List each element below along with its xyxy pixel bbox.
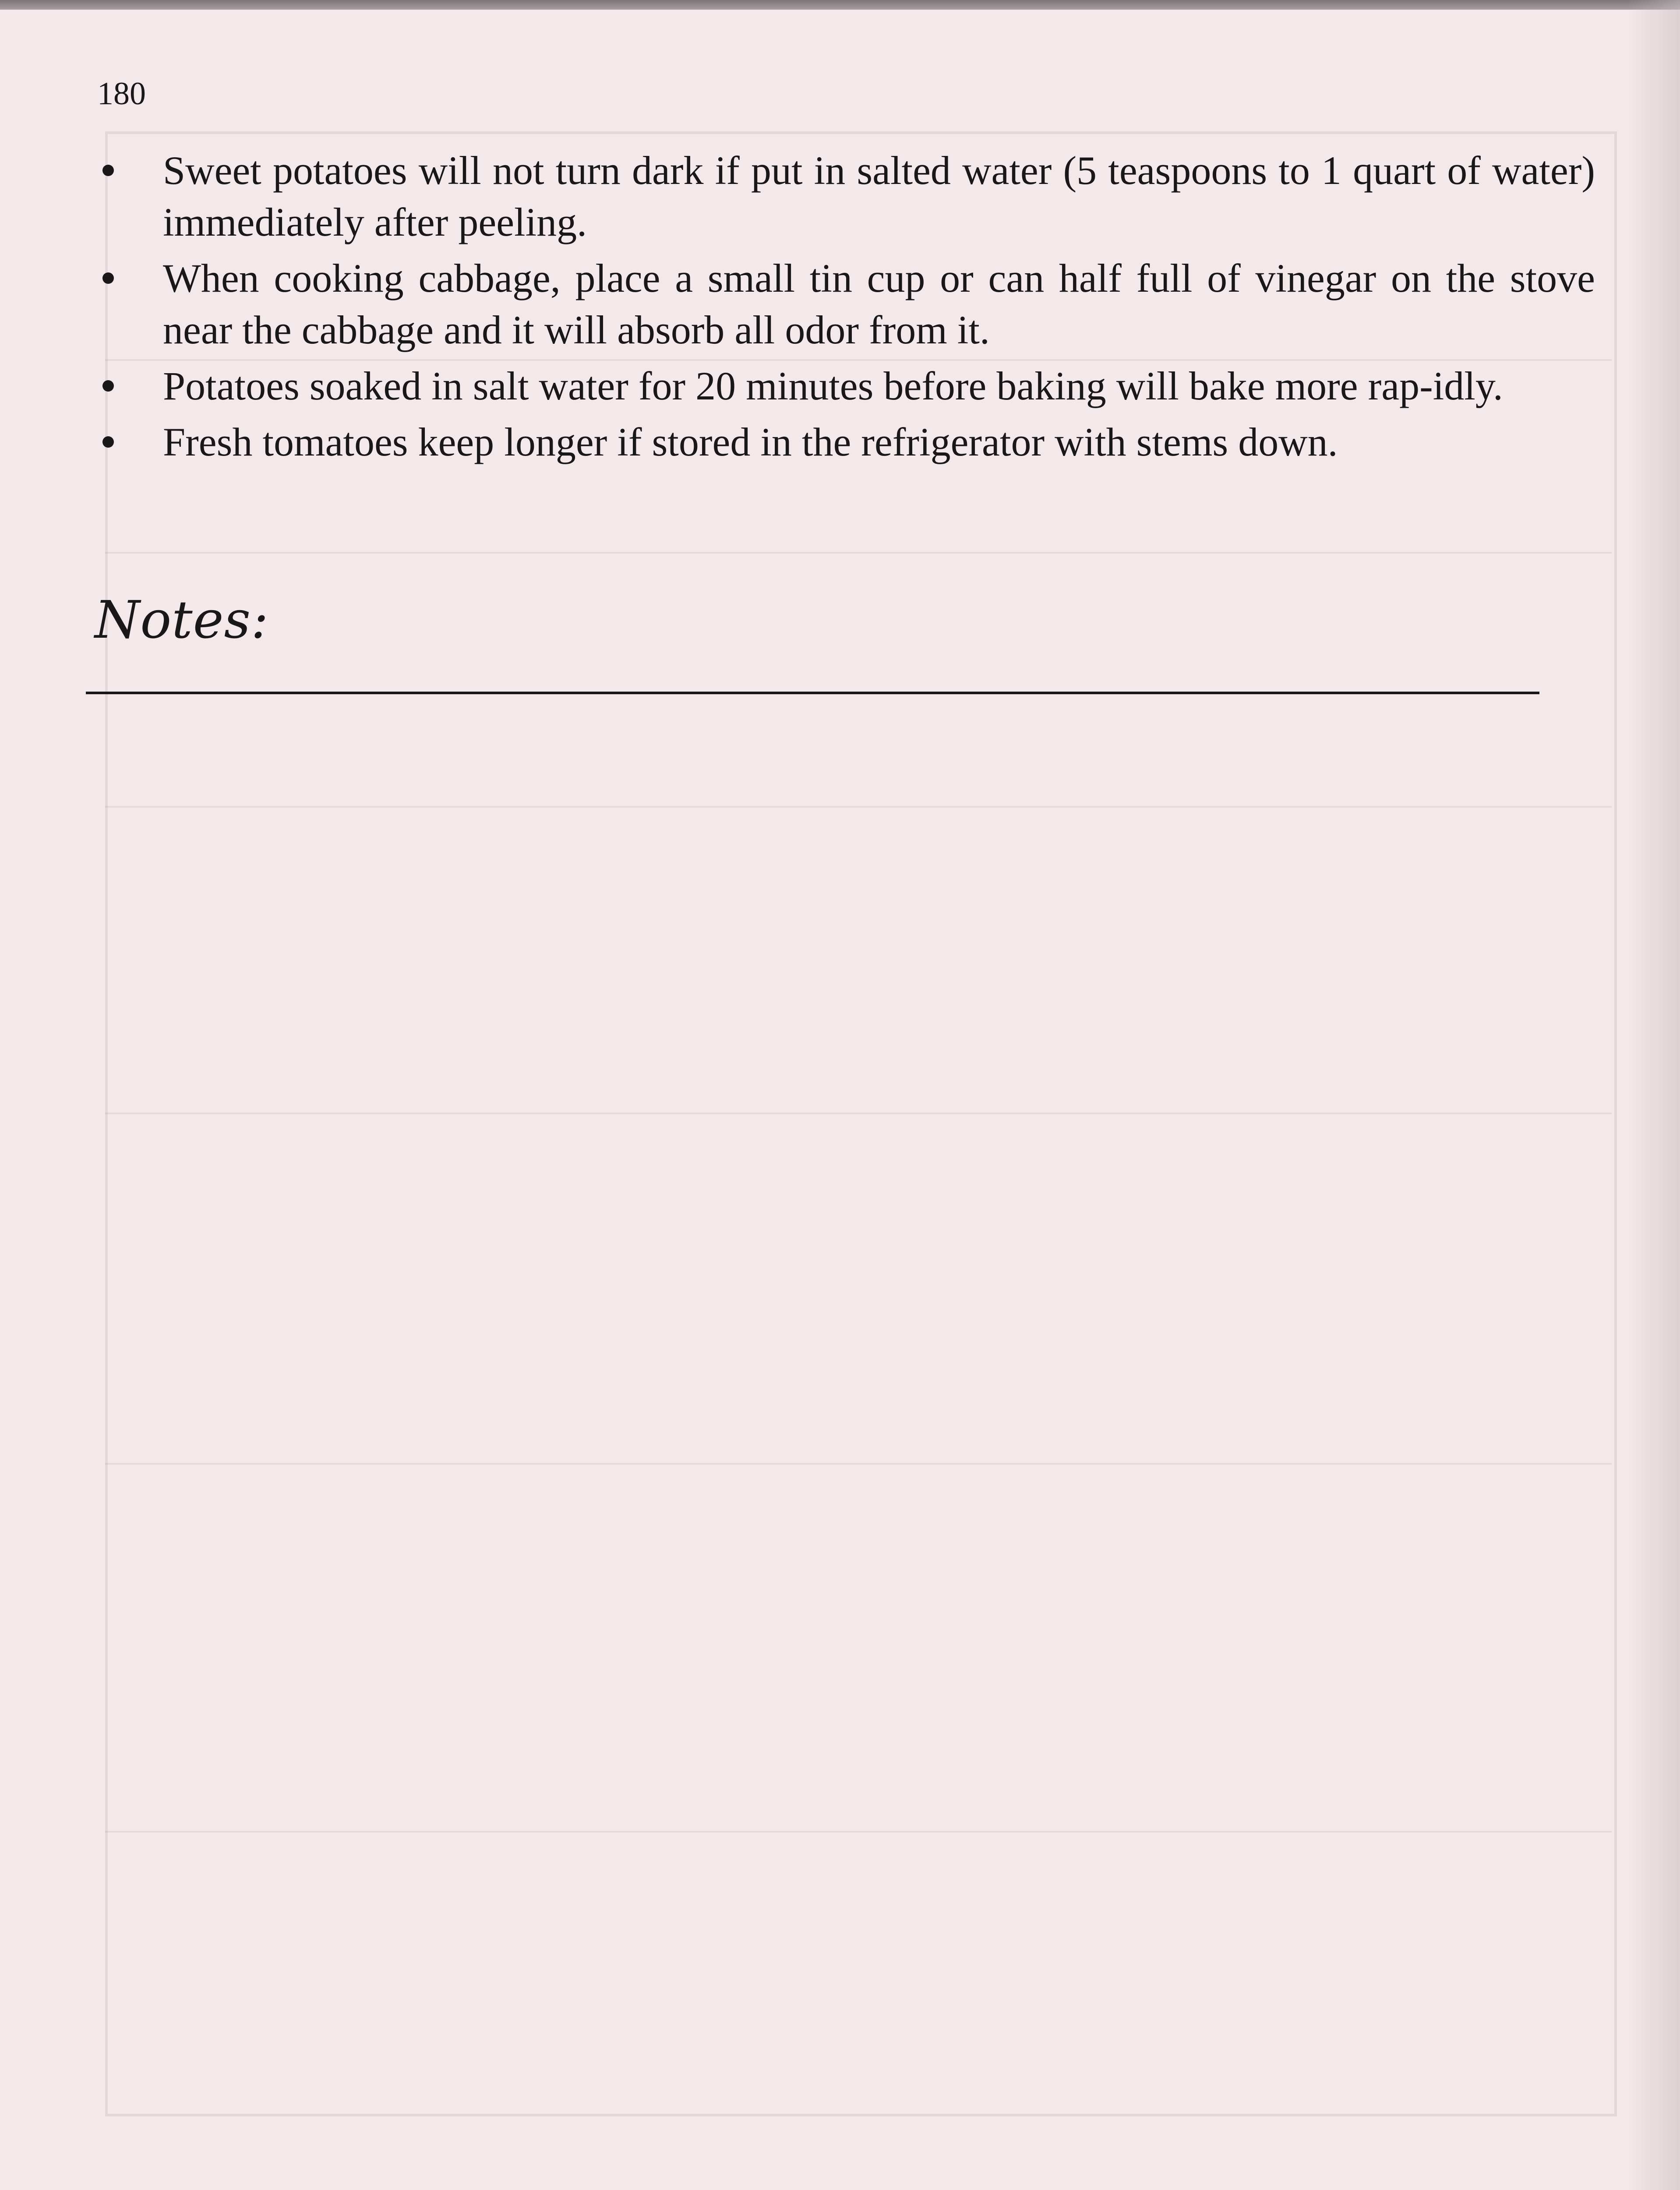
show-through-line xyxy=(105,1831,1612,1833)
tips-list xyxy=(97,145,1595,472)
list-item xyxy=(97,416,1595,468)
tip-text: Potatoes soaked in salt water for 20 minutes before baking will bake more rap-idly. xyxy=(163,364,1503,408)
notes-writing-line xyxy=(86,692,1539,694)
list-item xyxy=(97,360,1595,412)
scan-top-edge xyxy=(0,0,1680,10)
show-through-line xyxy=(105,1463,1612,1465)
show-through-line xyxy=(105,806,1612,808)
tip-text: Sweet potatoes will not turn dark if put in salted water (5 teaspoons to 1 quart of water) immediately after peeling. xyxy=(163,148,1595,244)
page-number: 180 xyxy=(97,76,146,112)
list-item xyxy=(97,145,1595,248)
list-item xyxy=(97,252,1595,356)
tip-text: Fresh tomatoes keep longer if stored in the refrigerator with stems down. xyxy=(163,420,1338,464)
scan-right-shadow xyxy=(1627,0,1680,2190)
show-through-line xyxy=(105,552,1612,554)
show-through-line xyxy=(105,1113,1612,1114)
notes-heading: Notes: xyxy=(95,590,269,650)
tip-text: When cooking cabbage, place a small tin cup or can half full of vinegar on the stove near the cabbage and it will absorb all odor from it. xyxy=(163,256,1595,352)
